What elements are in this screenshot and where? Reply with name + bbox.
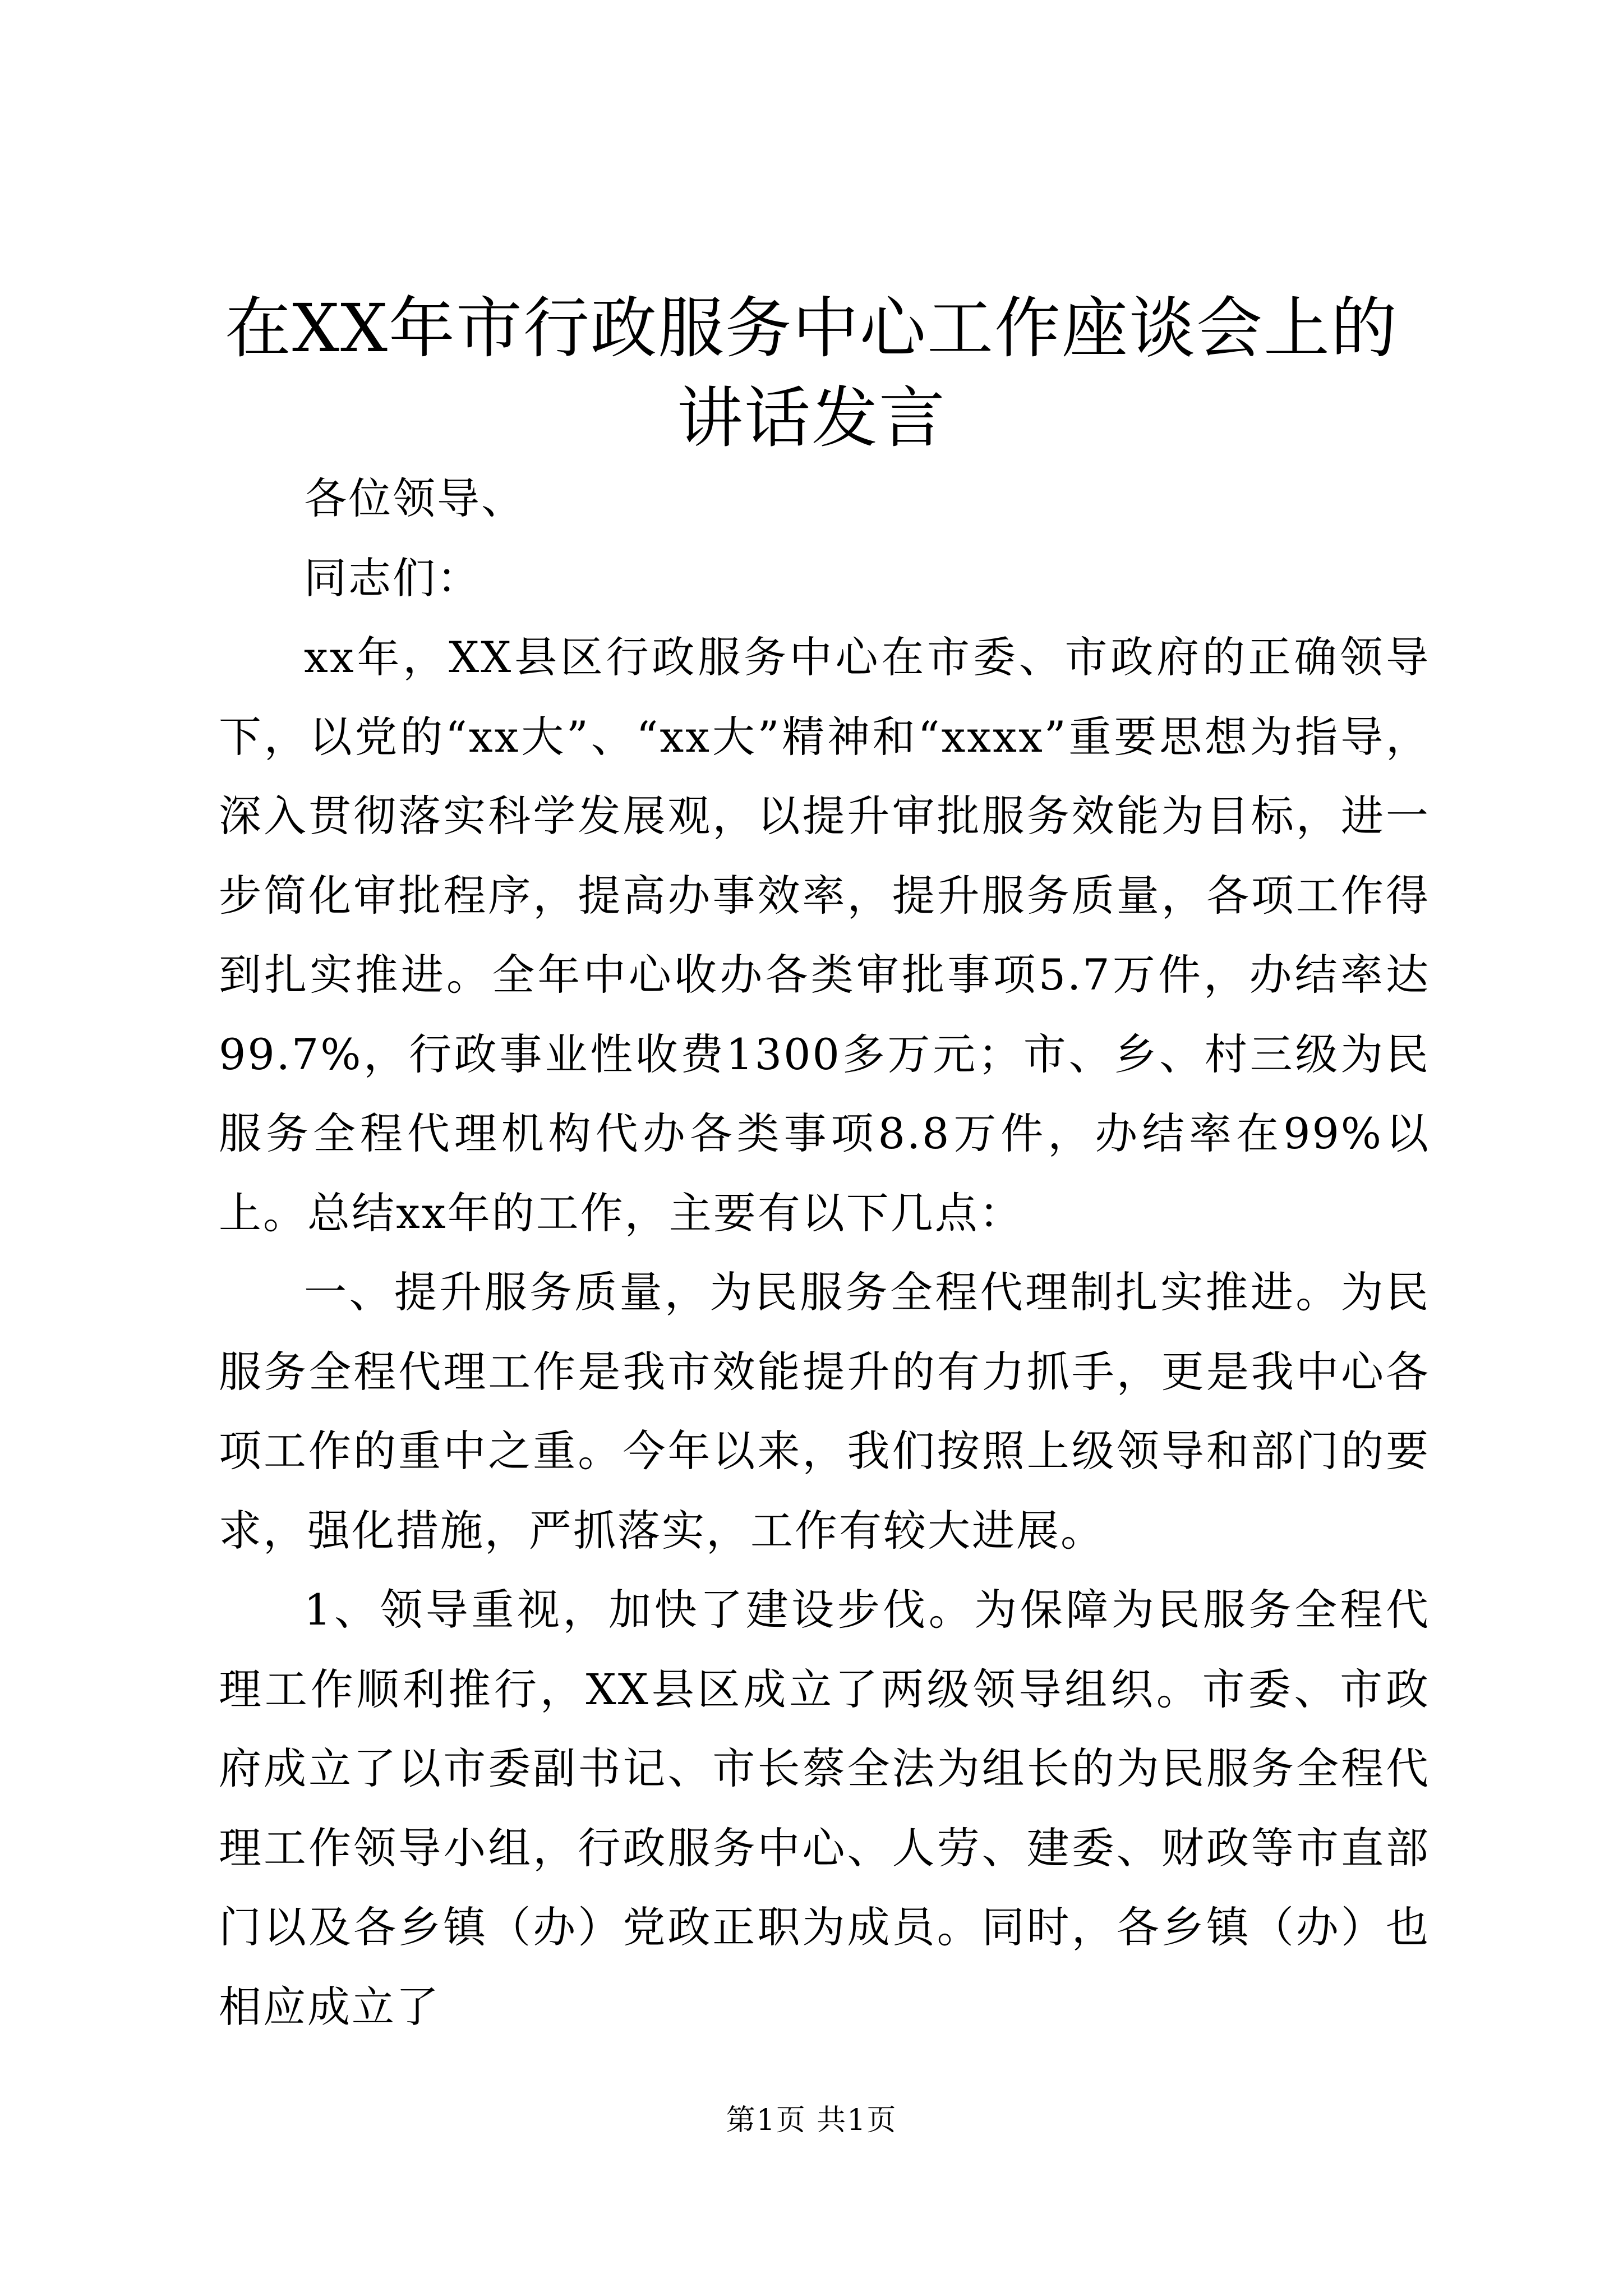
document-body — [219, 459, 1430, 2046]
paragraph-section-1-1: 1、领导重视，加快了建设步伐。为保障为民服务全程代理工作顺利推行，XX县区成立了两级领导组织。市委、市政府成立了以市委副书记、市长蔡全法为组长的为民服务全程代理工作领导小组，行政服务中心、人劳、建委、财政等市直部门以及各乡镇（办）党政正职为成员。同时，各乡镇（办）也相应成立了 — [219, 1585, 1430, 2032]
paragraph-summary: xx年，XX县区行政服务中心在市委、市政府的正确领导下，以党的“xx大”、“xx大”精神和“xxxx”重要思想为指导，深入贯彻落实科学发展观，以提升审批服务效能为目标，进一步简化审批程序，提高办事效率，提升服务质量，各项工作得到扎实推进。全年中心收办各类审批事项5.7万件，办结率达99.7%，行政事业性收费1300多万元；市、乡、村三级为民服务全程代理机构代办各类事项8.8万件，办结率在99%以上。总结xx年的工作，主要有以下几点： — [219, 632, 1430, 1238]
document-title: 在XX年市行政服务中心工作座谈会上的讲话发言 — [224, 289, 1398, 457]
salutation-line-1: 各位领导、 — [304, 473, 525, 523]
page-footer: 第1页 共1页 — [726, 2104, 897, 2137]
paragraph-section-1: 一、提升服务质量，为民服务全程代理制扎实推进。为民服务全程代理工作是我市效能提升的有力抓手，更是我中心各项工作的重中之重。今年以来，我们按照上级领导和部门的要求，强化措施，严抓落实，工作有较大进展。 — [219, 1267, 1430, 1556]
salutation-line-2: 同志们： — [304, 553, 481, 603]
